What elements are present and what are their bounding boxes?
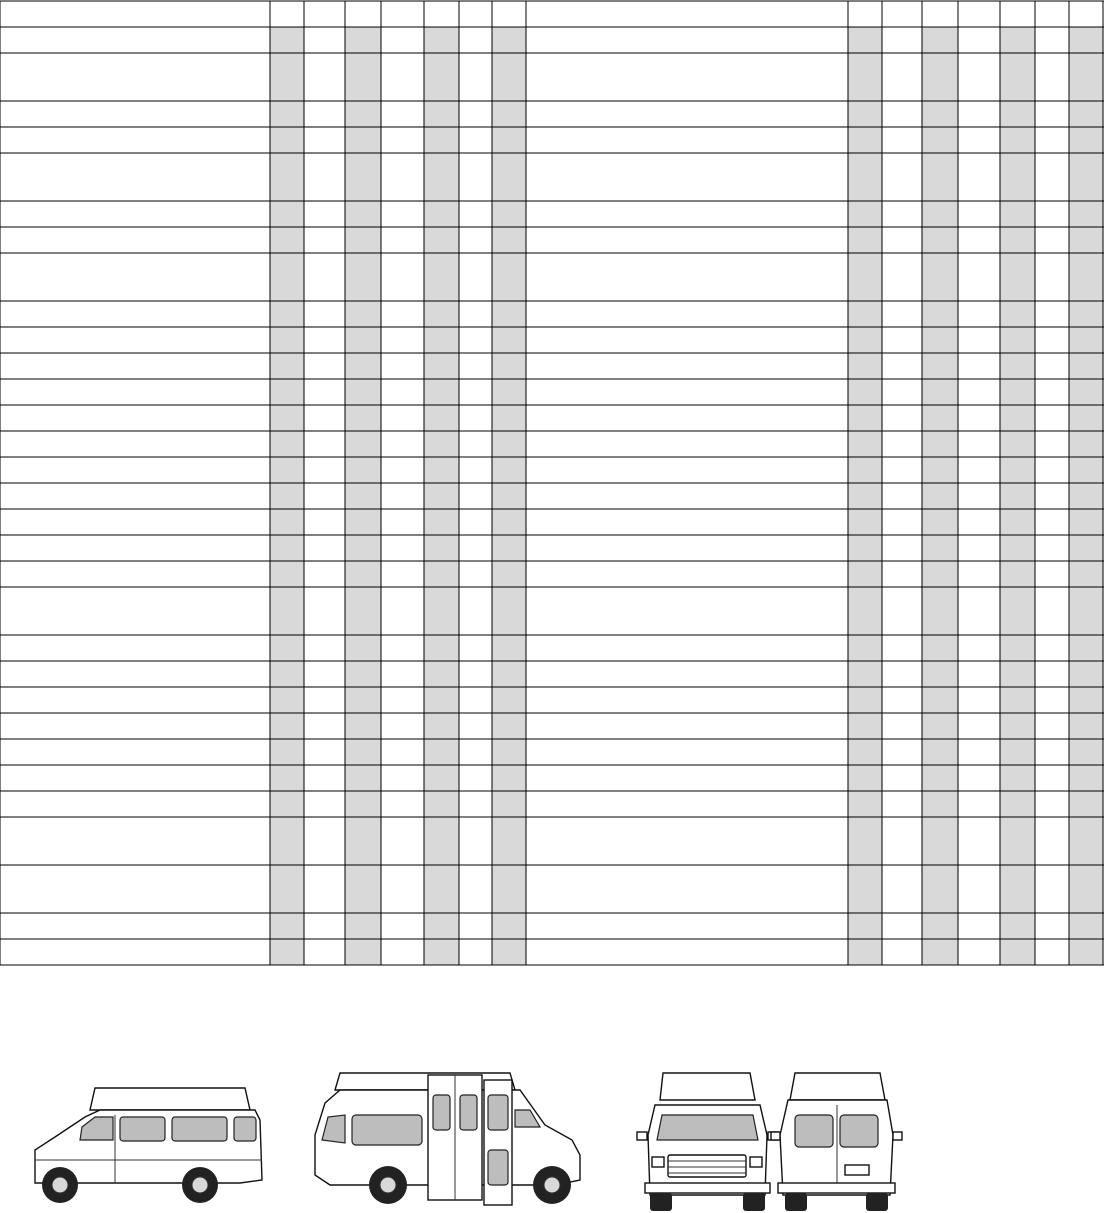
van-side-view-icon [35,1088,262,1203]
right-shaded-check-column [1069,27,1103,965]
van-rear-view-icon [771,1073,902,1211]
van-side-door-view-icon [315,1073,580,1205]
van-illustrations [0,1055,1104,1213]
right-shaded-check-column [848,27,882,965]
left-shaded-check-column [345,27,381,965]
left-shaded-check-column [424,27,459,965]
right-shaded-check-column [1000,27,1035,965]
right-shaded-check-column [922,27,958,965]
left-shaded-check-column [492,27,526,965]
van-front-view-icon [637,1073,778,1211]
left-shaded-check-column [270,27,304,965]
